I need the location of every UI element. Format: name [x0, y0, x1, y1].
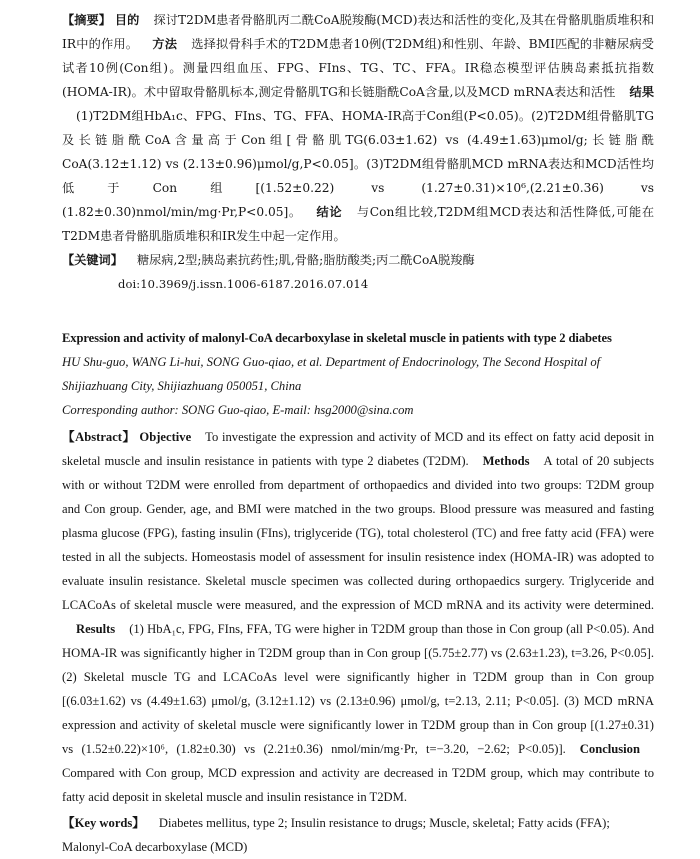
english-keywords	[62, 811, 654, 859]
en-objective-label: Objective	[139, 430, 192, 444]
cn-keywords-text: 糖尿病,2型;胰岛素抗药性;肌,骨骼;脂肪酸类;丙二酰CoA脱羧酶	[136, 253, 475, 267]
cn-conclusion-label: 结论	[315, 205, 343, 219]
en-methods-label: Methods	[482, 454, 530, 468]
cn-methods-label: 方法	[152, 37, 178, 51]
en-conclusion-text: Compared with Con group, MCD expression and activity are decreased in T2DM group, which may contribute to fatty acid deposit in skeletal muscle and insulin resistance in T2DM.	[62, 766, 654, 804]
chinese-abstract	[62, 8, 654, 248]
en-results-label: Results	[76, 622, 116, 636]
chinese-keywords	[62, 248, 654, 272]
cn-objective-label: 目的	[114, 13, 140, 27]
cn-results-text: (1)T2DM组HbA₁c、FPG、FIns、TG、FFA、HOMA-IR高于Con组(P<0.05)。(2)T2DM组骨骼肌TG及长链脂酰CoA含量高于Con组[骨骼肌TG(6.03±1.62) vs (4.49±1.63)μmol/g;长链脂酰CoA(3.12±1.12) vs (2.13±0.96)μmol/g,P<0.05]。(3)T2DM组骨骼肌MCD mRNA表达和MCD活性均低于Con组[(1.52±0.22) vs (1.27±0.31)×10⁶,(2.21±0.36) vs (1.82±0.30)nmol/min/mg·Pr,P<0.05]。	[62, 109, 654, 219]
cn-abstract-label: 【摘要】	[62, 13, 111, 27]
en-keywords-label: 【Key words】	[62, 816, 145, 830]
doi: doi:10.3969/j.issn.1006-6187.2016.07.014	[118, 277, 369, 291]
cn-objective-text: 探讨T2DM患者骨骼肌丙二酰CoA脱羧酶(MCD)表达和活性的变化,及其在骨骼肌脂质堆积和IR中的作用。	[62, 13, 655, 51]
english-abstract	[62, 425, 654, 809]
cn-keywords-label: 【关键词】	[62, 253, 123, 267]
cn-methods-text: 选择拟骨科手术的T2DM患者10例(T2DM组)和性别、年龄、BMI匹配的非糖尿病受试者10例(Con组)。测量四组血压、FPG、FIns、TG、TC、FFA。IR稳态模型评估胰岛素抵抗指数(HOMA-IR)。术中留取骨骼肌标本,测定骨骼肌TG和长链脂酰CoA含量,以及MCD mRNA表达和活性	[62, 37, 654, 99]
en-keywords-text: Diabetes mellitus, type 2; Insulin resistance to drugs; Muscle, skeletal; Fatty acids (FFA); Malonyl-CoA decarboxylase (MCD)	[62, 816, 610, 854]
english-title: Expression and activity of malonyl-CoA decarboxylase in skeletal muscle in patients with type 2 diabetes	[62, 331, 612, 345]
en-methods-text: A total of 20 subjects with or without T2DM were enrolled from department of orthopaedics and divided into two groups: T2DM group and Con group. Gender, age, and BMI were matched in the two groups. Blood pressure was measured and fasting plasma glucose (FPG), fasting insulin (FIns), triglyceride (TG), total cholesterol (TC) and free fatty acid (FFA) were tested in all the subjects. Homeostasis model of assessment for insulin resistence index (HOMA-IR) was adopted to evaluate insulin resistance. Skeletal muscle specimen was collected during orthopaedics surgery. Triglyceride and LCACoAs of skeletal muscle were measured, and the expression of MCD mRNA and its activity were determined.	[62, 454, 654, 612]
en-results-text: (1) HbA₁c, FPG, FIns, FFA, TG were higher in T2DM group than those in Con group (all P<0.05). And HOMA-IR was significantly higher in T2DM group than in Con group [(5.75±2.77) vs (2.63±1.23), t=3.26, P<0.05]. (2) Skeletal muscle TG and LCACoAs level were significantly higher in T2DM group than in Con group [(6.03±1.62) vs (4.49±1.63) μmol/g, (3.12±1.12) vs (2.13±0.96) μmol/g, t=2.13, 2.11; P<0.05]. (3) MCD mRNA expression and activity of skeletal muscle were significantly lower in T2DM group than in Con group [(1.27±0.31) vs (1.52±0.22)×10⁶, (1.82±0.30) vs (2.21±0.36) nmol/min/mg·Pr, t=−3.20, −2.62; P<0.05)].	[62, 622, 654, 756]
en-conclusion-label: Conclusion	[579, 742, 640, 756]
cn-results-label: 结果	[629, 85, 655, 99]
en-objective-text: To investigate the expression and activity of MCD and its effect on fatty acid deposit in skeletal muscle and insulin resistance in patients with type 2 diabetes (T2DM).	[62, 430, 654, 468]
cn-conclusion-text: 与Con组比较,T2DM组MCD表达和活性降低,可能在T2DM患者骨骼肌脂质堆积和IR发生中起一定作用。	[62, 205, 655, 243]
en-abstract-label: 【Abstract】	[62, 430, 136, 444]
english-authors: HU Shu-guo, WANG Li-hui, SONG Guo-qiao, et al. Department of Endocrinology, The Second Hospital of Shijiazhuang City, Shijiazhuang 050051, China	[62, 355, 601, 393]
corresponding-author: Corresponding author: SONG Guo-qiao, E-mail: hsg2000@sina.com	[62, 403, 414, 417]
